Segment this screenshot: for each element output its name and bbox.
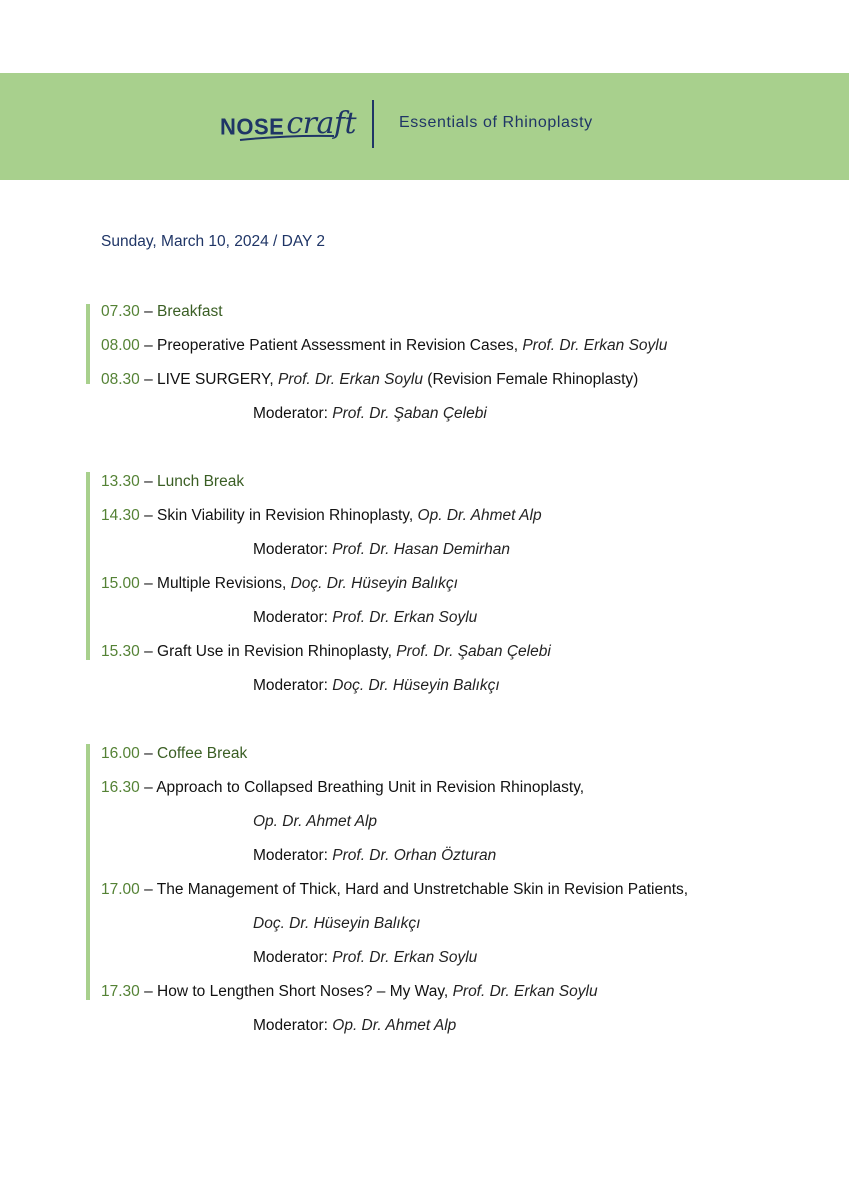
moderator-line: [253, 404, 487, 424]
item-sep: –: [144, 983, 153, 1000]
moderator-label: Moderator:: [253, 541, 328, 558]
logo-swoosh-icon: [238, 133, 338, 143]
moderator-line: [253, 948, 477, 968]
item-time: 08.00: [101, 337, 140, 354]
program-item: [101, 370, 638, 390]
moderator-line: [253, 676, 500, 696]
item-suffix: (Revision Female Rhinoplasty): [427, 371, 639, 388]
moderator-line: [253, 846, 496, 866]
item-title: How to Lengthen Short Noses? – My Way,: [157, 983, 449, 1000]
moderator-line: [253, 1016, 456, 1036]
header-divider: [372, 100, 374, 148]
item-time: 07.30: [101, 303, 140, 320]
program-item: [101, 642, 551, 662]
item-sep: –: [144, 337, 153, 354]
logo-bold-text: NOSE: [220, 113, 285, 140]
item-speaker: Prof. Dr. Erkan Soylu: [522, 337, 668, 354]
moderator-line: [253, 608, 477, 628]
session-bar-afternoon: [86, 472, 90, 660]
item-title: Lunch Break: [157, 473, 245, 490]
session-bar-evening: [86, 744, 90, 1000]
item-time: 16.30: [101, 779, 140, 796]
moderator-name: Prof. Dr. Erkan Soylu: [332, 609, 478, 626]
program-item: [101, 302, 223, 322]
item-time: 14.30: [101, 507, 140, 524]
item-speaker: Op. Dr. Ahmet Alp: [417, 507, 542, 524]
item-title: Graft Use in Revision Rhinoplasty,: [157, 643, 392, 660]
item-speaker: Doç. Dr. Hüseyin Balıkçı: [290, 575, 458, 592]
item-title: Multiple Revisions,: [157, 575, 287, 592]
program-item: [101, 574, 458, 594]
moderator-name: Prof. Dr. Erkan Soylu: [332, 949, 478, 966]
moderator-label: Moderator:: [253, 847, 328, 864]
program-item: [101, 744, 247, 764]
item-speaker: Op. Dr. Ahmet Alp: [253, 813, 378, 830]
item-title: Coffee Break: [157, 745, 248, 762]
moderator-name: Doç. Dr. Hüseyin Balıkçı: [332, 677, 500, 694]
moderator-name: Op. Dr. Ahmet Alp: [332, 1017, 457, 1034]
day-date-heading: Sunday, March 10, 2024 / DAY 2: [101, 233, 326, 250]
item-time: 16.00: [101, 745, 140, 762]
item-sep: –: [144, 643, 153, 660]
program-item: [101, 472, 244, 492]
logo-script-text: craft: [286, 106, 357, 141]
program-item: [101, 778, 584, 798]
moderator-line: [253, 540, 510, 560]
program-item: [101, 336, 667, 356]
speaker-line: [253, 812, 377, 832]
item-speaker: Doç. Dr. Hüseyin Balıkçı: [253, 915, 421, 932]
item-sep: –: [144, 371, 153, 388]
nosecraft-logo: [220, 103, 356, 139]
item-speaker: Prof. Dr. Şaban Çelebi: [396, 643, 551, 660]
moderator-label: Moderator:: [253, 949, 328, 966]
item-speaker: Prof. Dr. Erkan Soylu: [452, 983, 598, 1000]
item-time: 17.00: [101, 881, 140, 898]
item-sep: –: [144, 575, 153, 592]
moderator-name: Prof. Dr. Orhan Özturan: [332, 847, 497, 864]
moderator-label: Moderator:: [253, 1017, 328, 1034]
item-title: Preoperative Patient Assessment in Revision Cases,: [157, 337, 519, 354]
program-item: [101, 880, 688, 900]
item-time: 13.30: [101, 473, 140, 490]
item-title: The Management of Thick, Hard and Unstretchable Skin in Revision Patients,: [156, 881, 689, 898]
program-item: [101, 982, 598, 1002]
moderator-name: Prof. Dr. Şaban Çelebi: [332, 405, 487, 422]
speaker-line: [253, 914, 420, 934]
item-sep: –: [144, 881, 153, 898]
program-item: [101, 506, 542, 526]
item-title: Approach to Collapsed Breathing Unit in Revision Rhinoplasty,: [156, 779, 585, 796]
item-title: Breakfast: [157, 303, 223, 320]
moderator-label: Moderator:: [253, 609, 328, 626]
moderator-label: Moderator:: [253, 405, 328, 422]
item-sep: –: [144, 473, 153, 490]
item-sep: –: [144, 303, 153, 320]
item-time: 15.30: [101, 643, 140, 660]
item-time: 15.00: [101, 575, 140, 592]
item-sep: –: [144, 745, 153, 762]
item-sep: –: [144, 779, 153, 796]
header-tagline: Essentials of Rhinoplasty: [399, 114, 593, 131]
item-sep: –: [144, 507, 153, 524]
item-time: 17.30: [101, 983, 140, 1000]
item-speaker: Prof. Dr. Erkan Soylu: [277, 371, 423, 388]
moderator-name: Prof. Dr. Hasan Demirhan: [332, 541, 511, 558]
moderator-label: Moderator:: [253, 677, 328, 694]
item-title: Skin Viability in Revision Rhinoplasty,: [157, 507, 414, 524]
session-bar-morning: [86, 304, 90, 384]
item-time: 08.30: [101, 371, 140, 388]
item-title: LIVE SURGERY,: [157, 371, 274, 388]
